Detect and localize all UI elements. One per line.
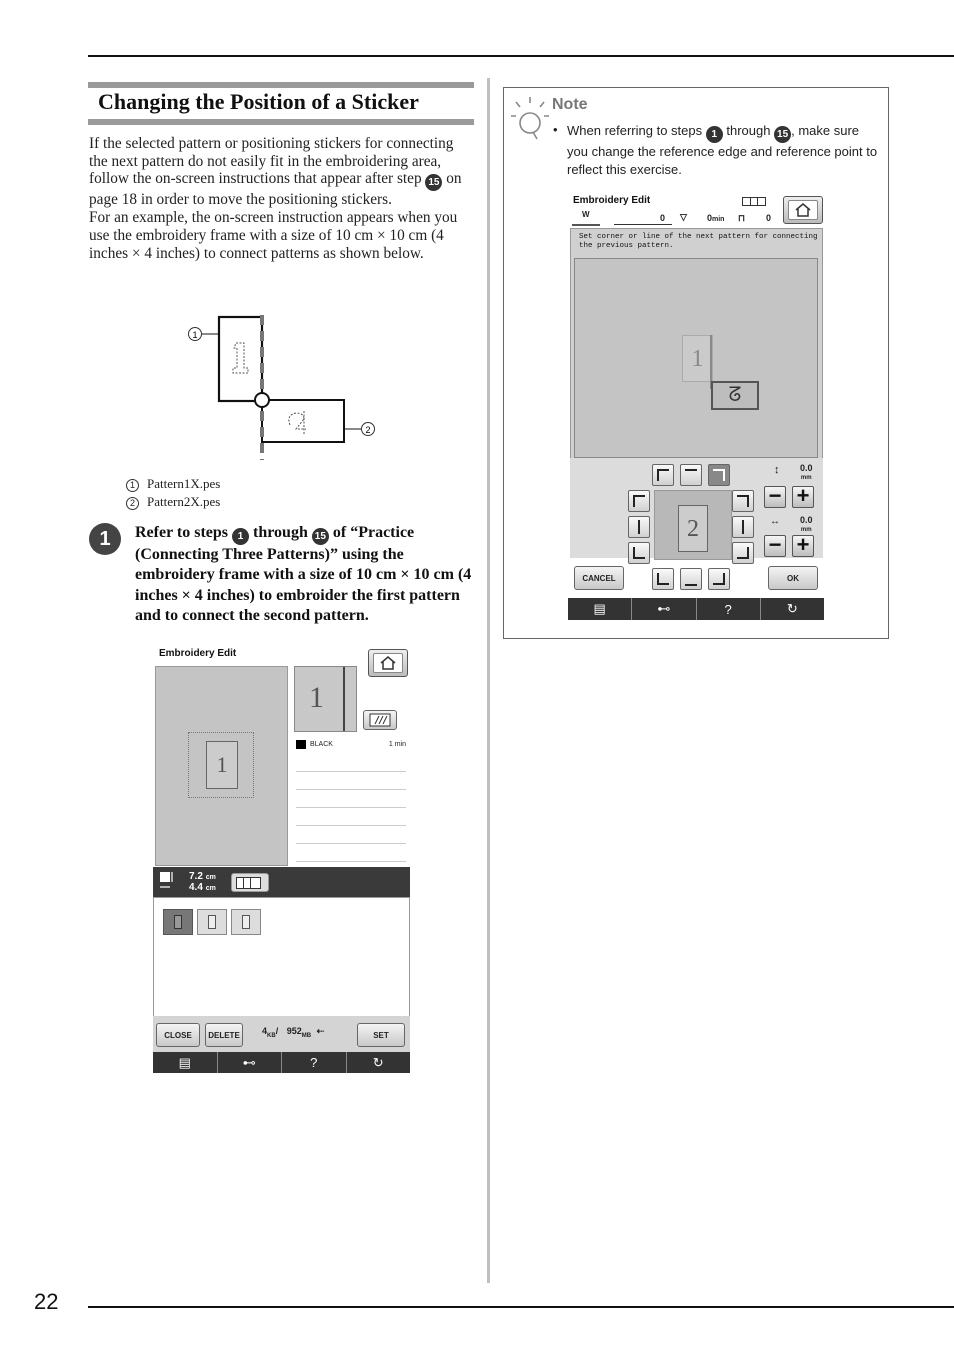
top-right-corner-button[interactable] <box>708 464 730 486</box>
sewing-machine-icon[interactable]: ⊷ <box>218 1052 283 1073</box>
cancel-button[interactable]: CANCEL <box>574 566 624 590</box>
middle-left-button[interactable] <box>628 516 650 538</box>
settings-icon[interactable]: ↻ <box>786 601 798 616</box>
heading-bar-top <box>88 82 474 88</box>
pattern1-frame <box>219 317 262 401</box>
page-number: 22 <box>34 1289 59 1314</box>
pattern-thumbnail: 1 <box>294 666 357 732</box>
intro-text: If the selected pattern or positioning stickers for connecting the next pattern do not easily fit in the embroidering area, follow the on-screen instructions that appear after step 15 on page 18 in order to move the positioning stickers. For an example, the on-screen instruction appears when you use the embroidery frame with a size of 10 cm × 10 cm (4 inches × 4 inches) to connect patterns as shown below. <box>89 135 462 262</box>
bottom-right-corner-button[interactable] <box>708 568 730 590</box>
vertical-plus-button[interactable]: + <box>792 486 814 508</box>
usb-icon: ⇠ <box>316 1026 325 1036</box>
embroidery-edit-screen-2 <box>566 190 828 622</box>
sewing-machine-icon[interactable]: ⊷ <box>632 598 696 620</box>
screen-title: Embroidery Edit <box>159 648 237 659</box>
horizontal-plus-button[interactable]: + <box>792 535 814 557</box>
horizontal-minus-button[interactable]: − <box>764 535 786 557</box>
legend-number: 2 <box>126 497 139 510</box>
legend-item <box>126 476 220 492</box>
layers-icon[interactable] <box>231 873 269 892</box>
pattern-1-preview: 1 <box>206 741 238 789</box>
lightbulb-icon <box>511 97 549 141</box>
embroidery-area[interactable] <box>574 258 818 458</box>
home-button[interactable] <box>368 649 408 677</box>
home-icon <box>795 203 811 217</box>
column-divider <box>487 78 490 1283</box>
step-number: 1 <box>89 523 121 555</box>
vertical-arrow-icon: ↕ <box>774 464 780 476</box>
top-rule <box>88 55 954 57</box>
frame-display-button[interactable] <box>363 710 397 730</box>
upper-left-button[interactable] <box>628 490 650 512</box>
pattern-option[interactable] <box>163 909 193 935</box>
connection-diagram <box>180 310 380 465</box>
instruction-text: Set corner or line of the next pattern for connecting the previous pattern. <box>579 233 818 250</box>
pattern-2-preview: ᘔ <box>711 381 759 410</box>
set-button[interactable]: SET <box>357 1023 405 1047</box>
lower-right-button[interactable] <box>732 542 754 564</box>
note-title: Note <box>552 96 588 113</box>
home-icon <box>380 656 396 670</box>
size-info-bar: 7.2 cm 4.4 cm <box>153 867 410 897</box>
spool-icon: ⊓ <box>738 213 746 223</box>
note-bullet: • <box>553 122 558 137</box>
step-instruction: Refer to steps 1 through 15 of “Practice (Connecting Three Patterns)” using the embroidery frame with a size of 10 cm × 10 cm (4 inches × 4 inches) to embroider the first pattern and to connect the second pattern. <box>135 524 472 624</box>
heading-bar-bottom <box>88 119 474 125</box>
step-ref-badge: 15 <box>425 174 442 191</box>
horizontal-value: 0.0 mm <box>800 515 813 533</box>
thread-list-lines <box>296 754 406 862</box>
middle-right-button[interactable] <box>732 516 754 538</box>
legend-number: 1 <box>126 479 139 492</box>
thread-icon: ▽ <box>680 212 687 222</box>
settings-icon[interactable]: ↻ <box>372 1054 384 1070</box>
pattern-selection-area <box>153 897 410 1022</box>
help-icon[interactable]: ? <box>282 1052 347 1073</box>
ok-button[interactable]: OK <box>768 566 818 590</box>
delete-button[interactable]: DELETE <box>205 1023 243 1047</box>
section-title: Changing the Position of a Sticker <box>98 89 419 114</box>
screen-title: Embroidery Edit <box>573 195 651 206</box>
legend-label: Pattern1X.pes <box>147 476 221 491</box>
thread-color-row: BLACK 1 min <box>296 740 406 749</box>
bottom-toolbar <box>568 598 824 620</box>
size-icon <box>159 871 175 891</box>
vertical-minus-button[interactable]: − <box>764 486 786 508</box>
legend-label: Pattern2X.pes <box>147 494 221 509</box>
upper-right-button[interactable] <box>732 490 754 512</box>
bottom-rule <box>88 1306 954 1308</box>
close-button[interactable]: CLOSE <box>156 1023 200 1047</box>
diagram-callout-2: 2 <box>365 425 371 435</box>
note-text: When referring to steps 1 through 15 , make sure you change the reference edge and reference point to reflect this exercise. <box>567 123 878 177</box>
bottom-center-button[interactable] <box>680 568 702 590</box>
top-left-corner-button[interactable] <box>652 464 674 486</box>
stitch-counter-row: W 0 ▽ 0min ⊓ 0 <box>572 211 776 228</box>
manual-icon[interactable]: ▤ <box>568 598 632 620</box>
embroidery-edit-screen-1 <box>150 640 412 1076</box>
connection-point <box>255 393 269 407</box>
bottom-left-corner-button[interactable] <box>652 568 674 590</box>
pattern2-glyph <box>289 411 306 435</box>
sticker-preview: 2 <box>654 490 732 560</box>
lower-left-button[interactable] <box>628 542 650 564</box>
manual-icon[interactable]: ▤ <box>153 1052 218 1073</box>
pattern-option[interactable] <box>197 909 227 935</box>
memory-info: $4_{KB}/$ $952_{MB}$ ⇠ <box>262 1026 325 1039</box>
embroidery-area[interactable] <box>155 666 288 866</box>
horizontal-arrow-icon: ↔ <box>770 516 780 527</box>
pattern-1-preview: 1 <box>682 335 713 382</box>
frame-indicator-icon <box>742 197 766 206</box>
pattern1-glyph <box>233 343 248 373</box>
color-swatch <box>296 740 306 749</box>
pattern-option[interactable] <box>231 909 261 935</box>
legend-item <box>126 494 220 510</box>
frame-icon <box>369 713 391 727</box>
width-label: W <box>582 210 590 219</box>
vertical-value: 0.0 mm <box>800 463 813 481</box>
bottom-toolbar <box>153 1052 410 1073</box>
diagram-callout-1: 1 <box>192 330 198 340</box>
home-button[interactable] <box>783 196 823 224</box>
help-icon[interactable]: ? <box>697 598 761 620</box>
top-center-button[interactable] <box>680 464 702 486</box>
